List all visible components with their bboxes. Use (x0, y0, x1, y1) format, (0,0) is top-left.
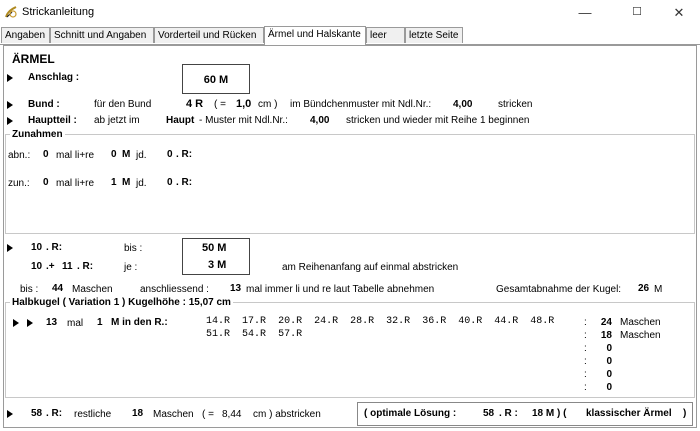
abnahme-maschen-count[interactable]: 44 (52, 283, 64, 294)
footer-maschen-text: Maschen (153, 409, 194, 420)
hauptteil-haupt: Haupt (166, 115, 195, 126)
abnahme-maschen-text: Maschen (72, 284, 113, 295)
anschlag-value[interactable]: 60 M (182, 64, 250, 94)
arrow-icon (7, 410, 13, 418)
row-value: 44.R (494, 316, 519, 327)
halbkugel-count[interactable]: 13 (46, 317, 58, 328)
bund-fuer-text: für den Bund (94, 99, 152, 110)
gesamtabnahme-value[interactable]: 26 (638, 283, 650, 294)
row-value: 48.R (530, 316, 555, 327)
abnahme-bis-label: bis : (124, 243, 143, 254)
zun-count[interactable]: 0 (43, 177, 49, 188)
minimize-button[interactable]: — (578, 5, 592, 20)
arrow-icon (7, 101, 13, 109)
section-heading: ÄRMEL (12, 52, 55, 66)
hauptteil-label: Hauptteil : (28, 115, 77, 126)
row-value: 17.R (242, 316, 267, 327)
maschen-count[interactable]: 0 (606, 343, 612, 354)
footer-close-paren: ) (683, 408, 687, 419)
bund-paren-open: ( = (214, 99, 226, 110)
arrow-icon (7, 117, 13, 125)
arrow-icon (13, 319, 19, 327)
row-value: 32.R (386, 316, 411, 327)
knitting-app-icon (4, 5, 18, 19)
zun-label: zun.: (8, 178, 30, 189)
bund-rows[interactable]: 4 R (186, 98, 204, 110)
bund-cm-value[interactable]: 1,0 (236, 98, 252, 110)
maschen-count[interactable]: 18 (600, 330, 612, 341)
bund-cm-close: cm ) (258, 99, 278, 110)
abnahme-bis-label2: bis : (20, 284, 39, 295)
row-value: 24.R (314, 316, 339, 327)
abnahme-row1-number[interactable]: 10 (31, 242, 43, 253)
gesamtabnahme-unit: M (654, 284, 663, 295)
abnahme-bis-value[interactable]: 50 M (202, 242, 227, 254)
zun-m-word: M (122, 177, 131, 188)
maschen-unit: Maschen (620, 330, 661, 341)
row-value: 54.R (242, 329, 267, 340)
abnahme-row2-plus: .+ (46, 261, 55, 272)
optimale-maschen: 18 M ) ( (532, 408, 567, 419)
abnahme-je-label: je : (124, 262, 138, 273)
maschen-count[interactable]: 0 (606, 356, 612, 367)
abn-jd-text: jd. (136, 150, 147, 161)
footer-row-number[interactable]: 58 (31, 408, 43, 419)
abnahme-je-value[interactable]: 3 M (208, 259, 227, 271)
maximize-button[interactable]: ☐ (632, 6, 642, 18)
bund-stricken-text: stricken (498, 99, 533, 110)
maschen-colons: : : : : : : (584, 317, 587, 393)
row-value: 36.R (422, 316, 447, 327)
tab-leer[interactable]: leer (366, 27, 405, 43)
row-value: 57.R (278, 329, 303, 340)
gesamtabnahme-label: Gesamtabnahme der Kugel: (496, 284, 622, 295)
reihenanfang-text: am Reihenanfang auf einmal abstricken (282, 262, 459, 273)
row-value: 40.R (458, 316, 483, 327)
tab-strip (0, 26, 700, 45)
window-title: Strickanleitung (22, 6, 95, 18)
abnahme-row2-r: . R: (77, 261, 94, 272)
abnahme-mal-count[interactable]: 13 (230, 283, 242, 294)
footer-r-word: . R: (46, 408, 63, 419)
anschliessend-label: anschliessend : (140, 284, 209, 295)
footer-cm-tail: cm ) abstricken (253, 409, 321, 420)
maschen-labels (620, 316, 661, 342)
abnahme-row1-r: . R: (46, 242, 63, 253)
halbkugel-rows-line2 (206, 329, 302, 340)
halbkugel-rows-line1 (206, 316, 554, 327)
optimale-row-number[interactable]: 58 (483, 408, 495, 419)
tab-angaben[interactable]: Angaben (1, 27, 50, 43)
arrow-icon (7, 244, 13, 252)
tab-schnitt-und-angaben[interactable]: Schnitt und Angaben (50, 27, 154, 43)
footer-maschen-count[interactable]: 18 (132, 408, 144, 419)
halbkugel-mal-text: mal (67, 318, 84, 329)
abn-r-word: . R: (176, 149, 193, 160)
row-value: 14.R (206, 316, 231, 327)
title-bar (0, 0, 700, 25)
klassischer-aermel: klassischer Ärmel (586, 408, 672, 419)
footer-cm-value[interactable]: 8,44 (222, 409, 242, 420)
footer-restliche: restliche (74, 409, 112, 420)
abn-rows[interactable]: 0 (167, 149, 173, 160)
close-button[interactable]: ✕ (673, 5, 685, 20)
zun-mal-text: mal li+re (56, 178, 95, 189)
zun-maschen[interactable]: 1 (111, 177, 117, 188)
zun-rows[interactable]: 0 (167, 177, 173, 188)
abn-label: abn.: (8, 150, 31, 161)
hauptteil-ndl-value[interactable]: 4,00 (310, 115, 330, 126)
optimale-r-word: . R : (499, 408, 518, 419)
abnahme-row2-number2[interactable]: 11 (62, 261, 73, 272)
bund-ndl-value[interactable]: 4,00 (453, 99, 473, 110)
row-value: 28.R (350, 316, 375, 327)
bund-label: Bund : (28, 99, 60, 110)
zun-r-word: . R: (176, 177, 193, 188)
abn-count[interactable]: 0 (43, 149, 49, 160)
halbkugel-legend: Halbkugel ( Variation 1 ) Kugelhöhe : 15,07 cm (12, 297, 231, 308)
maschen-count[interactable]: 24 (600, 317, 612, 328)
maschen-unit: Maschen (620, 317, 661, 328)
abnahme-mal-text: mal immer li und re laut Tabelle abnehmen (246, 284, 435, 295)
abn-m-word: M (122, 149, 131, 160)
footer-eq: ( = (202, 409, 214, 420)
tab-letzte-seite[interactable]: letzte Seite (405, 27, 463, 43)
optimale-loesung-label: ( optimale Lösung : (364, 408, 457, 419)
halbkugel-m-text: M in den R.: (111, 317, 168, 328)
zun-jd-text: jd. (136, 178, 147, 189)
maschen-values (596, 316, 612, 394)
abn-mal-text: mal li+re (56, 150, 95, 161)
row-value: 20.R (278, 316, 303, 327)
zunahmen-group (5, 134, 695, 234)
zunahmen-legend: Zunahmen (12, 129, 63, 140)
arrow-icon (27, 319, 33, 327)
arrow-icon (7, 74, 13, 82)
hauptteil-muster-text: - Muster mit Ndl.Nr.: (199, 115, 288, 126)
row-value: 51.R (206, 329, 231, 340)
abnahme-row2-number[interactable]: 10 (31, 261, 43, 272)
maschen-count[interactable]: 0 (606, 369, 612, 380)
bund-muster-text: im Bündchenmuster mit Ndl.Nr.: (290, 99, 432, 110)
tab-aermel-und-halskante[interactable]: Ärmel und Halskante (264, 26, 366, 45)
maschen-count[interactable]: 0 (606, 382, 612, 393)
anschlag-label: Anschlag : (28, 72, 80, 83)
halbkugel-m-count[interactable]: 1 (97, 317, 103, 328)
abn-maschen[interactable]: 0 (111, 149, 117, 160)
tab-vorderteil-und-ruecken[interactable]: Vorderteil und Rücken (154, 27, 264, 43)
hauptteil-ab-text: ab jetzt im (94, 115, 140, 126)
hauptteil-tail-text: stricken und wieder mit Reihe 1 beginnen (346, 115, 530, 126)
